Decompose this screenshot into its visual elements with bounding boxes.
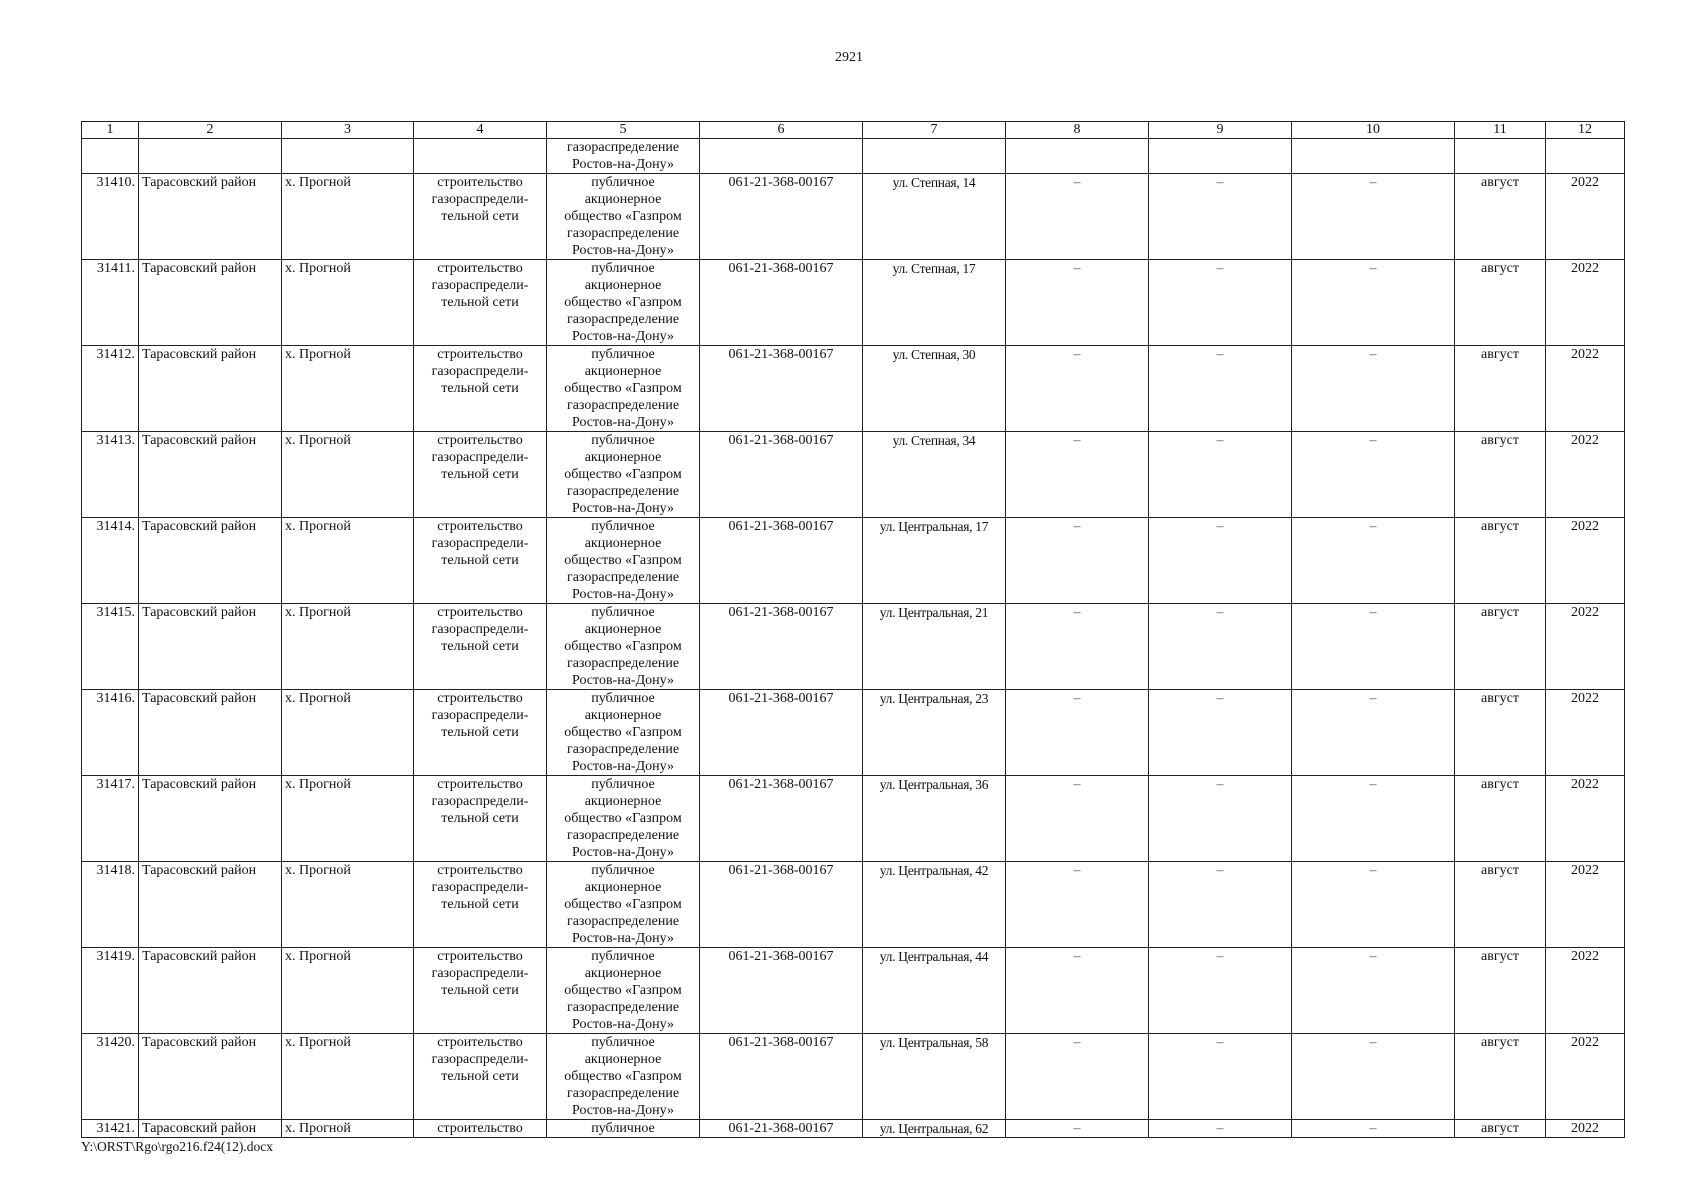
address-cell: ул. Центральная, 21	[863, 604, 1006, 690]
dash-cell: –	[1292, 690, 1455, 776]
table-row	[82, 174, 1625, 260]
row-number: 31420.	[82, 1034, 139, 1120]
col-header: 4	[414, 122, 547, 139]
row-number: 31419.	[82, 948, 139, 1034]
dash-cell: –	[1292, 432, 1455, 518]
month-cell: август	[1455, 432, 1546, 518]
work-type-cell: строительство газораспредели- тельной сети	[414, 776, 547, 862]
dash-cell: –	[1149, 948, 1292, 1034]
year-cell: 2022	[1546, 948, 1625, 1034]
dash-cell: –	[1149, 346, 1292, 432]
dash-cell: –	[1006, 690, 1149, 776]
settlement-cell: х. Прогной	[282, 518, 414, 604]
month-cell: август	[1455, 260, 1546, 346]
year-cell: 2022	[1546, 1034, 1625, 1120]
month-cell: август	[1455, 604, 1546, 690]
address-cell: ул. Степная, 17	[863, 260, 1006, 346]
code-cell: 061-21-368-00167	[700, 346, 863, 432]
address-cell: ул. Центральная, 42	[863, 862, 1006, 948]
dash-cell: –	[1292, 1034, 1455, 1120]
code-cell: 061-21-368-00167	[700, 518, 863, 604]
work-type-cell: строительство газораспредели- тельной сети	[414, 432, 547, 518]
district-cell: Тарасовский район	[139, 432, 282, 518]
dash-cell: –	[1006, 948, 1149, 1034]
row-number: 31418.	[82, 862, 139, 948]
dash-cell: –	[1292, 862, 1455, 948]
month-cell: август	[1455, 1034, 1546, 1120]
dash-cell: –	[1149, 862, 1292, 948]
district-cell: Тарасовский район	[139, 346, 282, 432]
dash-cell: –	[1006, 1120, 1149, 1138]
year-cell: 2022	[1546, 1120, 1625, 1138]
work-type-cell: строительство газораспредели- тельной сети	[414, 346, 547, 432]
work-type-cell: строительство газораспредели- тельной сети	[414, 604, 547, 690]
code-cell: 061-21-368-00167	[700, 948, 863, 1034]
dash-cell: –	[1149, 432, 1292, 518]
dash-cell: –	[1292, 1120, 1455, 1138]
settlement-cell: х. Прогной	[282, 260, 414, 346]
month-cell: август	[1455, 948, 1546, 1034]
work-type-cell: строительство газораспредели- тельной сети	[414, 862, 547, 948]
row-number: 31415.	[82, 604, 139, 690]
dash-cell: –	[1149, 260, 1292, 346]
month-cell: август	[1455, 346, 1546, 432]
col-header: 8	[1006, 122, 1149, 139]
settlement-cell: х. Прогной	[282, 1034, 414, 1120]
settlement-cell: х. Прогной	[282, 604, 414, 690]
table-row	[82, 1120, 1625, 1138]
work-type-cell: строительство газораспредели- тельной сети	[414, 690, 547, 776]
code-cell: 061-21-368-00167	[700, 604, 863, 690]
col-header: 11	[1455, 122, 1546, 139]
year-cell: 2022	[1546, 346, 1625, 432]
district-cell: Тарасовский район	[139, 604, 282, 690]
row-number: 31416.	[82, 690, 139, 776]
dash-cell: –	[1149, 1034, 1292, 1120]
dash-cell: –	[1006, 604, 1149, 690]
dash-cell: –	[1149, 604, 1292, 690]
settlement-cell: х. Прогной	[282, 1120, 414, 1138]
dash-cell: –	[1006, 776, 1149, 862]
code-cell: 061-21-368-00167	[700, 260, 863, 346]
col-header: 7	[863, 122, 1006, 139]
dash-cell: –	[1006, 346, 1149, 432]
year-cell: 2022	[1546, 776, 1625, 862]
address-cell: ул. Степная, 30	[863, 346, 1006, 432]
district-cell: Тарасовский район	[139, 518, 282, 604]
col-header: 3	[282, 122, 414, 139]
row-number: 31412.	[82, 346, 139, 432]
code-cell: 061-21-368-00167	[700, 1034, 863, 1120]
dash-cell: –	[1006, 1034, 1149, 1120]
district-cell: Тарасовский район	[139, 948, 282, 1034]
district-cell: Тарасовский район	[139, 690, 282, 776]
work-type-cell: строительство	[414, 1120, 547, 1138]
dash-cell: –	[1149, 776, 1292, 862]
row-number: 31421.	[82, 1120, 139, 1138]
year-cell: 2022	[1546, 690, 1625, 776]
district-cell: Тарасовский район	[139, 1034, 282, 1120]
dash-cell: –	[1006, 518, 1149, 604]
address-cell: ул. Центральная, 36	[863, 776, 1006, 862]
table-row	[82, 518, 1625, 604]
settlement-cell: х. Прогной	[282, 862, 414, 948]
org-cell: публичное акционерное общество «Газпром газораспределение Ростов-на-Дону»	[547, 690, 700, 776]
address-cell: ул. Центральная, 44	[863, 948, 1006, 1034]
continuation-row	[82, 139, 1625, 174]
work-type-cell: строительство газораспредели- тельной сети	[414, 174, 547, 260]
org-cell: публичное акционерное общество «Газпром газораспределение Ростов-на-Дону»	[547, 174, 700, 260]
col-header: 2	[139, 122, 282, 139]
code-cell: 061-21-368-00167	[700, 862, 863, 948]
dash-cell: –	[1292, 346, 1455, 432]
dash-cell: –	[1292, 518, 1455, 604]
org-cell: публичное акционерное общество «Газпром газораспределение Ростов-на-Дону»	[547, 776, 700, 862]
settlement-cell: х. Прогной	[282, 346, 414, 432]
col-header: 5	[547, 122, 700, 139]
dash-cell: –	[1149, 690, 1292, 776]
dash-cell: –	[1292, 948, 1455, 1034]
table-row	[82, 690, 1625, 776]
settlement-cell: х. Прогной	[282, 432, 414, 518]
year-cell: 2022	[1546, 260, 1625, 346]
work-type-cell: строительство газораспредели- тельной сети	[414, 518, 547, 604]
address-cell: ул. Центральная, 23	[863, 690, 1006, 776]
settlement-cell: х. Прогной	[282, 948, 414, 1034]
address-cell: ул. Центральная, 17	[863, 518, 1006, 604]
district-cell: Тарасовский район	[139, 1120, 282, 1138]
address-cell: ул. Степная, 14	[863, 174, 1006, 260]
settlement-cell: х. Прогной	[282, 174, 414, 260]
col-header: 1	[82, 122, 139, 139]
row-number: 31413.	[82, 432, 139, 518]
row-number: 31414.	[82, 518, 139, 604]
table-row	[82, 432, 1625, 518]
code-cell: 061-21-368-00167	[700, 174, 863, 260]
dash-cell: –	[1149, 518, 1292, 604]
month-cell: август	[1455, 776, 1546, 862]
code-cell: 061-21-368-00167	[700, 1120, 863, 1138]
col-header: 9	[1149, 122, 1292, 139]
table-row	[82, 260, 1625, 346]
district-cell: Тарасовский район	[139, 776, 282, 862]
org-cell: публичное акционерное общество «Газпром газораспределение Ростов-на-Дону»	[547, 862, 700, 948]
org-cell: публичное акционерное общество «Газпром газораспределение Ростов-на-Дону»	[547, 518, 700, 604]
col-header: 10	[1292, 122, 1455, 139]
footer-file-path: Y:\ORST\Rgo\rgo216.f24(12).docx	[81, 1139, 274, 1154]
code-cell: 061-21-368-00167	[700, 776, 863, 862]
dash-cell: –	[1006, 260, 1149, 346]
column-number-header	[82, 122, 1625, 139]
settlement-cell: х. Прогной	[282, 776, 414, 862]
table-row	[82, 346, 1625, 432]
row-number: 31411.	[82, 260, 139, 346]
org-cell: публичное акционерное общество «Газпром газораспределение Ростов-на-Дону»	[547, 346, 700, 432]
org-cell: публичное акционерное общество «Газпром газораспределение Ростов-на-Дону»	[547, 260, 700, 346]
table-row	[82, 604, 1625, 690]
dash-cell: –	[1292, 604, 1455, 690]
month-cell: август	[1455, 862, 1546, 948]
month-cell: август	[1455, 518, 1546, 604]
dash-cell: –	[1149, 1120, 1292, 1138]
district-cell: Тарасовский район	[139, 174, 282, 260]
work-type-cell: строительство газораспредели- тельной сети	[414, 1034, 547, 1120]
org-cell: газораспределение Ростов-на-Дону»	[547, 139, 700, 174]
code-cell: 061-21-368-00167	[700, 690, 863, 776]
year-cell: 2022	[1546, 432, 1625, 518]
org-cell: публичное акционерное общество «Газпром газораспределение Ростов-на-Дону»	[547, 1034, 700, 1120]
row-number: 31417.	[82, 776, 139, 862]
settlement-cell: х. Прогной	[282, 690, 414, 776]
month-cell: август	[1455, 690, 1546, 776]
address-cell: ул. Центральная, 62	[863, 1120, 1006, 1138]
table-row	[82, 1034, 1625, 1120]
dash-cell: –	[1149, 174, 1292, 260]
page-number: 2921	[835, 50, 863, 65]
year-cell: 2022	[1546, 604, 1625, 690]
table-row	[82, 862, 1625, 948]
year-cell: 2022	[1546, 174, 1625, 260]
district-cell: Тарасовский район	[139, 862, 282, 948]
month-cell: август	[1455, 1120, 1546, 1138]
col-header: 12	[1546, 122, 1625, 139]
org-cell: публичное	[547, 1120, 700, 1138]
work-type-cell: строительство газораспредели- тельной сети	[414, 260, 547, 346]
code-cell: 061-21-368-00167	[700, 432, 863, 518]
dash-cell: –	[1292, 260, 1455, 346]
dash-cell: –	[1292, 776, 1455, 862]
org-cell: публичное акционерное общество «Газпром газораспределение Ростов-на-Дону»	[547, 432, 700, 518]
org-cell: публичное акционерное общество «Газпром газораспределение Ростов-на-Дону»	[547, 604, 700, 690]
table-row	[82, 776, 1625, 862]
col-header: 6	[700, 122, 863, 139]
register-table	[81, 121, 1625, 1138]
org-cell: публичное акционерное общество «Газпром газораспределение Ростов-на-Дону»	[547, 948, 700, 1034]
year-cell: 2022	[1546, 518, 1625, 604]
work-type-cell: строительство газораспредели- тельной сети	[414, 948, 547, 1034]
dash-cell: –	[1006, 432, 1149, 518]
district-cell: Тарасовский район	[139, 260, 282, 346]
row-number: 31410.	[82, 174, 139, 260]
table-row	[82, 948, 1625, 1034]
dash-cell: –	[1292, 174, 1455, 260]
address-cell: ул. Центральная, 58	[863, 1034, 1006, 1120]
dash-cell: –	[1006, 174, 1149, 260]
dash-cell: –	[1006, 862, 1149, 948]
month-cell: август	[1455, 174, 1546, 260]
address-cell: ул. Степная, 34	[863, 432, 1006, 518]
year-cell: 2022	[1546, 862, 1625, 948]
